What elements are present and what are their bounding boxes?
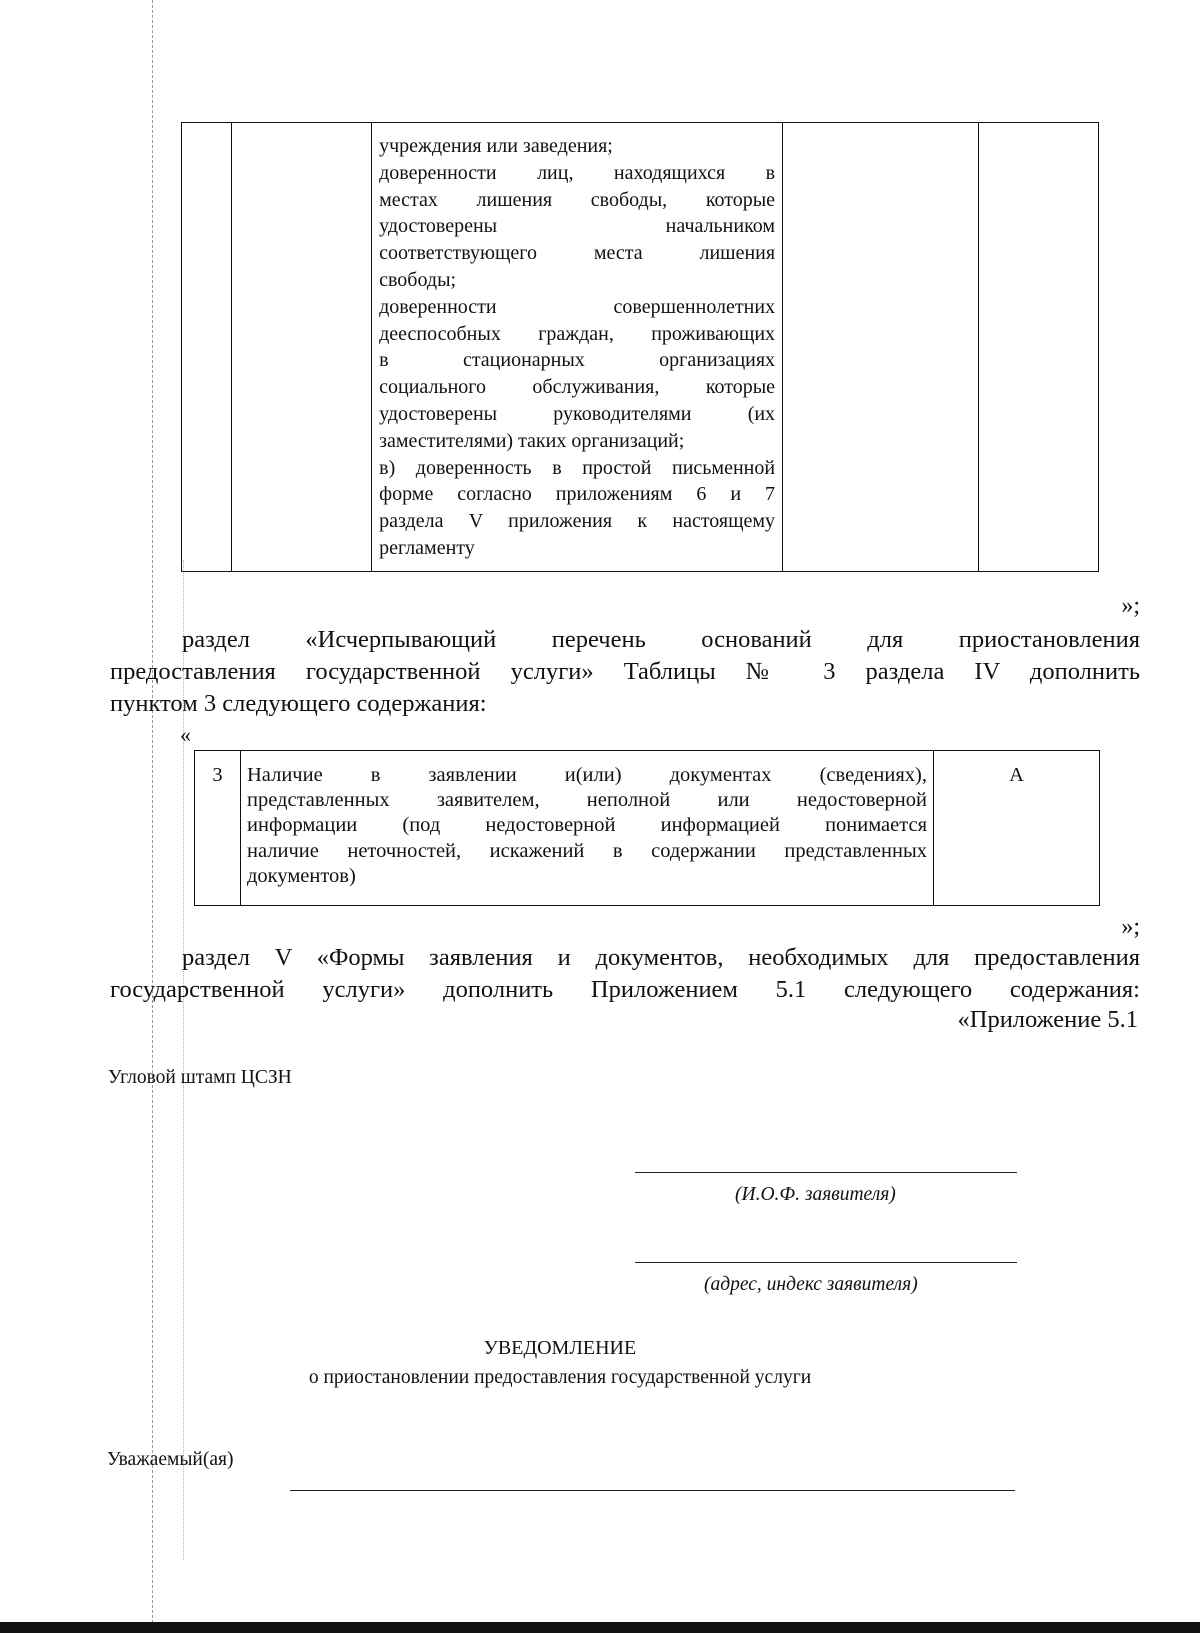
table2-category: А xyxy=(934,751,1100,906)
opening-quote-2: « xyxy=(180,722,191,747)
documents-table-continuation xyxy=(181,122,1099,572)
table1-col-description xyxy=(372,123,783,572)
notice-subtitle: о приостановлении предоставления государственной услуги xyxy=(308,1367,812,1388)
table1-line: учреждения или заведения; xyxy=(379,135,613,157)
paragraph-line: государственной услуги» дополнить Приложением 5.1 следующего содержания: xyxy=(110,976,1140,1003)
applicant-name-caption: (И.О.Ф. заявителя) xyxy=(735,1184,896,1205)
table2-text xyxy=(241,751,934,906)
table1-line: регламенту xyxy=(379,536,475,559)
paragraph-line: раздел V «Формы заявления и документов, необходимых для предоставления xyxy=(182,944,1140,971)
table1-line: дееспособных граждан, проживающих xyxy=(379,322,776,345)
paragraph-line: пунктом 3 следующего содержания: xyxy=(110,690,487,717)
table1-line: доверенности лиц, находящихся в xyxy=(379,161,776,184)
table1-line: удостоверены начальником xyxy=(379,215,776,238)
table1-line: удостоверены руководителями (их xyxy=(379,402,776,425)
paragraph-line: раздел «Исчерпывающий перечень оснований для приостановления xyxy=(182,626,1140,653)
appendix-label: «Приложение 5.1 xyxy=(957,1006,1138,1033)
table1-col-4 xyxy=(783,123,979,572)
table2-text-line: наличие неточностей, искажений в содержании представленных xyxy=(247,839,927,862)
closing-quote-2: »; xyxy=(1121,914,1140,940)
applicant-address-caption: (адрес, индекс заявителя) xyxy=(704,1274,918,1295)
table1-line: форме согласно приложениям 6 и 7 xyxy=(379,483,776,506)
table1-line: доверенности совершеннолетних xyxy=(379,295,776,318)
table1-col-number xyxy=(182,123,232,572)
table2-text-line: Наличие в заявлении и(или) документах (сведениях), xyxy=(247,764,927,786)
table2-number: 3 xyxy=(195,751,241,906)
table1-line: местах лишения свободы, которые xyxy=(379,188,776,211)
table2-text-line: информации (под недостоверной информацией понимается xyxy=(247,814,927,837)
table2-text-line: представленных заявителем, неполной или недостоверной xyxy=(247,789,927,812)
closing-quote-1: »; xyxy=(1121,593,1140,619)
table1-line: социального обслуживания, которые xyxy=(379,376,776,399)
corner-stamp-label: Угловой штамп ЦСЗН xyxy=(108,1067,292,1088)
table1-line: соответствующего места лишения xyxy=(379,242,776,265)
amendment-paragraph-1 xyxy=(110,624,1140,720)
notice-title: УВЕДОМЛЕНИЕ xyxy=(483,1337,637,1359)
table1-col-name xyxy=(231,123,371,572)
table1-line: заместителями) таких организаций; xyxy=(379,429,685,452)
scan-bottom-edge xyxy=(0,1622,1200,1633)
applicant-address-line xyxy=(635,1262,1017,1263)
table1-col-5 xyxy=(979,123,1099,572)
table1-line: раздела V приложения к настоящему xyxy=(379,510,776,533)
addressee-name-line xyxy=(290,1490,1015,1491)
table1-line: в стационарных организациях xyxy=(379,349,776,372)
amendment-paragraph-2 xyxy=(110,942,1140,1006)
grounds-table-row xyxy=(194,750,1100,906)
paragraph-line: предоставления государственной услуги» Таблицы № 3 раздела IV дополнить xyxy=(110,658,1140,685)
table1-line: в) доверенность в простой письменной xyxy=(379,456,776,479)
table2-text-line: документов) xyxy=(247,864,356,887)
table1-line: свободы; xyxy=(379,268,457,291)
greeting-label: Уважаемый(ая) xyxy=(107,1449,234,1470)
applicant-name-line xyxy=(635,1172,1017,1173)
